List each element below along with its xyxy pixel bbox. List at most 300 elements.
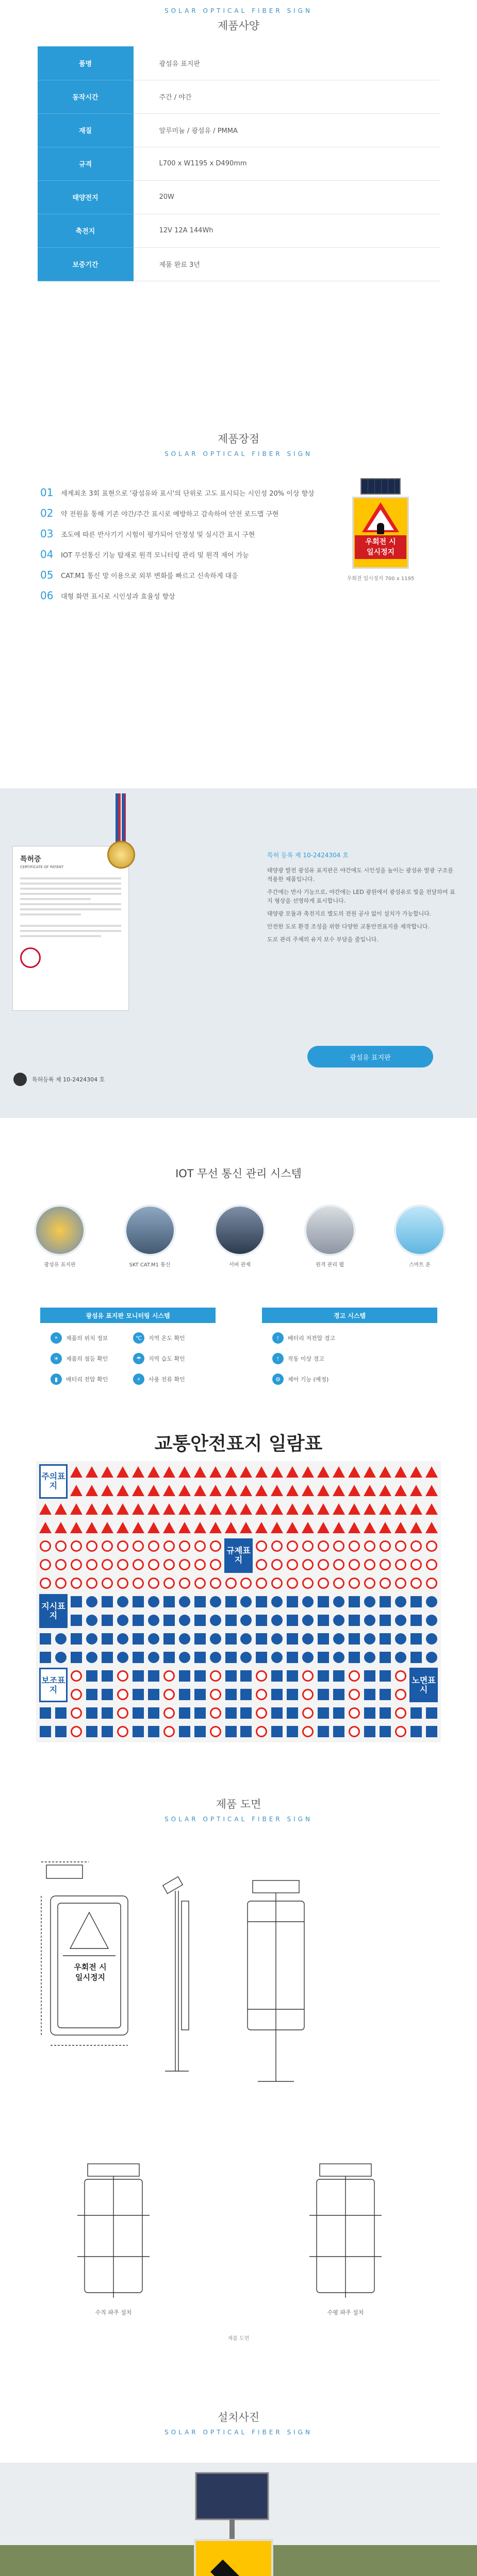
list-item [40, 544, 329, 565]
warning-sign-icon [255, 1522, 268, 1533]
traffic-sign-cell [224, 1686, 237, 1702]
traffic-sign-cell [209, 1501, 222, 1517]
traffic-sign-cell [117, 1520, 129, 1536]
traffic-sign-cell [39, 1631, 52, 1647]
feature-text: 약 전원을 통해 기존 야간/주간 표시로 예방하고 감속하여 안전 로드맵 구현 [61, 510, 279, 518]
regulatory-sign-icon [86, 1578, 97, 1589]
list-item [51, 1353, 123, 1364]
traffic-sign-cell [286, 1668, 299, 1684]
flow-node-label: 스마트 폰 [409, 1262, 431, 1268]
instruction-sign-icon [333, 1652, 344, 1663]
instruction-sign-icon [240, 1652, 252, 1663]
traffic-sign-cell [70, 1705, 83, 1721]
traffic-sign-cell [255, 1686, 268, 1702]
list-item [40, 482, 329, 503]
traffic-sign-cell [409, 1557, 422, 1573]
traffic-sign-cell [379, 1649, 391, 1665]
warning-sign-icon [225, 1503, 237, 1515]
warning-sign-icon [194, 1485, 206, 1496]
traffic-sign-cell [379, 1723, 391, 1739]
traffic-sign-cell [178, 1631, 191, 1647]
regulatory-sign-icon [380, 1540, 391, 1552]
traffic-sign-cell [55, 1520, 68, 1536]
traffic-sign-cell [178, 1668, 191, 1684]
regulatory-sign-icon [210, 1540, 221, 1552]
auxiliary-sign-icon [194, 1670, 206, 1682]
traffic-sign-cell [162, 1483, 175, 1499]
instruction-sign-icon [148, 1615, 159, 1626]
traffic-sign-cell [240, 1723, 253, 1739]
traffic-sign-cell [409, 1612, 422, 1628]
traffic-sign-cell [39, 1520, 52, 1536]
instruction-sign-icon [133, 1633, 144, 1645]
warning-sign-icon [364, 1522, 376, 1533]
spec-key: 품명 [38, 46, 134, 80]
technical-drawing [31, 1855, 446, 2324]
regulatory-sign-icon [133, 1578, 144, 1589]
auxiliary-sign-icon [210, 1670, 221, 1682]
traffic-sign-cell [224, 1594, 237, 1610]
traffic-sign-cell [240, 1668, 253, 1684]
auxiliary-sign-icon [395, 1689, 406, 1700]
traffic-sign-cell [271, 1501, 284, 1517]
instruction-sign-icon [333, 1596, 344, 1607]
traffic-sign-cell [271, 1631, 284, 1647]
traffic-sign-cell [425, 1501, 438, 1517]
regulatory-sign-icon [318, 1578, 329, 1589]
traffic-sign-cell [255, 1612, 268, 1628]
spec-value: 제품 완료 3년 [134, 247, 440, 281]
traffic-sign-cell [147, 1723, 160, 1739]
traffic-sign-cell [147, 1557, 160, 1573]
auxiliary-sign-icon [86, 1689, 97, 1700]
drawing-footer: 제품 도면 [227, 2336, 250, 2342]
traffic-sign-cell [333, 1686, 346, 1702]
auxiliary-sign-icon [426, 1707, 437, 1719]
traffic-sign-cell [147, 1631, 160, 1647]
regulatory-sign-icon [102, 1578, 113, 1589]
warning-sign-icon [240, 1522, 252, 1533]
warning-sign-icon [348, 1503, 360, 1515]
traffic-sign-cell [363, 1686, 376, 1702]
drawing-vertical-mount [88, 2164, 139, 2176]
traffic-sign-cell [86, 1557, 98, 1573]
flow-node [121, 1205, 179, 1266]
traffic-sign-cell [86, 1631, 98, 1647]
regulatory-sign-icon [117, 1559, 128, 1570]
warning-sign-icon [147, 1466, 160, 1478]
traffic-sign-cell [255, 1483, 268, 1499]
warning-sign-icon [302, 1466, 314, 1478]
traffic-sign-cell [394, 1686, 407, 1702]
auxiliary-sign-icon [179, 1707, 190, 1719]
traffic-sign-cell [255, 1594, 268, 1610]
instruction-sign-icon [179, 1633, 190, 1645]
auxiliary-sign-icon [194, 1707, 206, 1719]
warning-sign-icon [379, 1522, 391, 1533]
traffic-sign-cell [348, 1723, 360, 1739]
drawing-title-en: SOLAR OPTICAL FIBER SIGN [165, 1816, 312, 1823]
instruction-sign-icon [364, 1596, 375, 1607]
warning-sign-icon [410, 1503, 422, 1515]
regulatory-sign-icon [426, 1578, 437, 1589]
traffic-signs-grid [36, 1461, 441, 1742]
traffic-sign-cell [348, 1575, 360, 1591]
patent-product-button[interactable]: 광섬유 표지판 [307, 1046, 433, 1067]
warning-sign-icon [70, 1485, 83, 1496]
auxiliary-sign-icon [302, 1689, 314, 1700]
regulatory-sign-icon [364, 1578, 375, 1589]
flow-node [211, 1205, 269, 1266]
instruction-sign-icon [349, 1615, 360, 1626]
auxiliary-sign-icon [210, 1726, 221, 1737]
traffic-sign-cell [302, 1705, 315, 1721]
instruction-sign-icon [179, 1652, 190, 1663]
traffic-sign-cell [147, 1668, 160, 1684]
instruction-sign-icon [225, 1596, 237, 1607]
traffic-sign-cell [101, 1520, 114, 1536]
traffic-sign-cell [70, 1649, 83, 1665]
regulatory-sign-icon [163, 1578, 175, 1589]
instruction-sign-icon [210, 1633, 221, 1645]
instruction-sign-icon [225, 1615, 237, 1626]
traffic-sign-cell [271, 1649, 284, 1665]
monitor-item-label: 지역 습도 확인 [149, 1355, 185, 1362]
auxiliary-sign-icon [410, 1726, 422, 1737]
instruction-sign-icon [395, 1633, 406, 1645]
traffic-sign-cell [394, 1520, 407, 1536]
install-photo-chevron [0, 2463, 477, 2576]
warning-sign-icon [271, 1466, 283, 1478]
traffic-sign-cell [333, 1483, 346, 1499]
traffic-sign-cell [348, 1612, 360, 1628]
traffic-sign-cell [409, 1723, 422, 1739]
list-item [40, 503, 329, 523]
traffic-sign-cell [240, 1520, 253, 1536]
cert-title-en: CERTIFICATE OF PATENT [20, 865, 64, 869]
auxiliary-sign-icon [271, 1689, 283, 1700]
auxiliary-sign-icon [133, 1689, 144, 1700]
instruction-sign-icon [380, 1596, 391, 1607]
traffic-sign-cell [255, 1501, 268, 1517]
regulatory-sign-icon [40, 1578, 51, 1589]
warning-sign-icon [410, 1522, 422, 1533]
traffic-sign-cell [255, 1723, 268, 1739]
instruction-sign-icon [117, 1615, 128, 1626]
warning-sign-icon [240, 1503, 252, 1515]
traffic-sign-cell [333, 1538, 346, 1554]
traffic-sign-cell [286, 1464, 299, 1480]
warning-sign-icon [178, 1503, 191, 1515]
traffic-sign-cell [255, 1705, 268, 1721]
traffic-sign-cell [286, 1631, 299, 1647]
traffic-sign-cell [394, 1612, 407, 1628]
monitor-item-label: 제품의 위치 정보 [66, 1335, 108, 1342]
temperature-icon: ℃ [133, 1332, 144, 1344]
traffic-sign-cell [255, 1538, 268, 1554]
traffic-sign-cell [302, 1631, 315, 1647]
auxiliary-sign-icon [148, 1726, 159, 1737]
traffic-sign-cell [101, 1631, 114, 1647]
warning-sign-icon [132, 1485, 144, 1496]
warning-sign-icon [255, 1503, 268, 1515]
instruction-sign-icon [240, 1596, 252, 1607]
auxiliary-sign-icon [163, 1707, 175, 1719]
warning-sign-icon [271, 1485, 283, 1496]
warning-sign-icon [317, 1466, 330, 1478]
traffic-sign-cell [147, 1538, 160, 1554]
drawing-sign-top: 우회전 시 [74, 1962, 107, 1972]
traffic-sign-cell [317, 1464, 330, 1480]
regulatory-sign-icon [364, 1540, 375, 1552]
light-icon: ☀ [51, 1353, 62, 1364]
auxiliary-sign-icon [380, 1726, 391, 1737]
warning-sign-icon [333, 1466, 345, 1478]
warning-sign-icon [286, 1466, 299, 1478]
patent-icon [13, 1073, 27, 1086]
traffic-sign-cell [193, 1557, 206, 1573]
traffic-sign-cell [70, 1520, 83, 1536]
instruction-sign-icon [210, 1652, 221, 1663]
drawing-side-panel [163, 1877, 183, 1894]
warning-sign-icon [364, 1485, 376, 1496]
warning-sign-icon [333, 1522, 345, 1533]
instruction-sign-icon [102, 1652, 113, 1663]
spec-key: 보증기간 [38, 247, 134, 281]
cert-title: 특허증 [20, 855, 41, 863]
spec-value: 12V 12A 144Wh [134, 214, 440, 247]
list-item [272, 1332, 427, 1344]
warning-sign-icon [364, 1503, 376, 1515]
traffic-sign-cell [178, 1723, 191, 1739]
traffic-sign-cell [317, 1557, 330, 1573]
regulatory-sign-icon [148, 1559, 159, 1570]
error-warning-icon: ! [272, 1353, 284, 1364]
regulatory-sign-icon [426, 1540, 437, 1552]
regulatory-sign-icon [55, 1559, 67, 1570]
patent-heading: 특허 등록 제 10-2424304 호 [267, 852, 349, 859]
flow-node [31, 1205, 89, 1266]
auxiliary-sign-icon [148, 1689, 159, 1700]
traffic-sign-cell [117, 1649, 129, 1665]
traffic-sign-cell [193, 1723, 206, 1739]
auxiliary-sign-icon [380, 1689, 391, 1700]
traffic-sign-cell [302, 1557, 315, 1573]
monitor-item-label: 제품의 점등 확인 [66, 1355, 108, 1362]
sign-caption: 우회전 일시정지 700 x 1195 [347, 576, 415, 582]
table-row [38, 80, 440, 113]
traffic-sign-cell [86, 1520, 98, 1536]
traffic-sign-cell [209, 1686, 222, 1702]
traffic-sign-cell [178, 1594, 191, 1610]
traffic-sign-cell [271, 1705, 284, 1721]
instruction-sign-icon [133, 1615, 144, 1626]
instruction-sign-icon [287, 1652, 298, 1663]
traffic-sign-cell [162, 1686, 175, 1702]
traffic-sign-cell [86, 1723, 98, 1739]
instruction-sign-icon [40, 1633, 51, 1645]
features-title-ko: 제품장점 [217, 433, 260, 445]
traffic-sign-cell [70, 1501, 83, 1517]
traffic-sign-cell [147, 1575, 160, 1591]
auxiliary-sign-icon [318, 1670, 329, 1682]
warning-sign-icon [55, 1522, 67, 1533]
instruction-sign-icon [302, 1596, 314, 1607]
warning-sign-icon [209, 1503, 222, 1515]
traffic-sign-cell [379, 1594, 391, 1610]
traffic-sign-cell [286, 1483, 299, 1499]
traffic-sign-cell [286, 1723, 299, 1739]
table-row [38, 113, 440, 147]
instruction-sign-icon [163, 1652, 175, 1663]
traffic-sign-cell [162, 1668, 175, 1684]
spec-value: 주간 / 야간 [134, 80, 440, 113]
table-row [38, 147, 440, 180]
spec-value: L700 x W1195 x D490mm [134, 147, 440, 180]
traffic-sign-cell [317, 1686, 330, 1702]
regulatory-sign-icon [395, 1578, 406, 1589]
traffic-sign-cell [409, 1520, 422, 1536]
warning-sign-icon [70, 1522, 83, 1533]
traffic-sign-cell [132, 1575, 145, 1591]
feature-text: CAT.M1 통신 망 이용으로 외부 변화를 빠르고 신속하게 대응 [61, 572, 238, 580]
regulatory-sign-icon [333, 1559, 344, 1570]
patent-paragraph: 도로 관리 주체의 유지 보수 부담을 줄입니다. [267, 936, 379, 943]
auxiliary-sign-icon [179, 1670, 190, 1682]
auxiliary-sign-icon [364, 1670, 375, 1682]
warning-title: 경고 시스템 [262, 1308, 437, 1323]
product-sign-image [344, 478, 417, 582]
traffic-sign-cell [132, 1501, 145, 1517]
auxiliary-sign-icon [102, 1670, 113, 1682]
traffic-sign-cell [193, 1649, 206, 1665]
table-row [38, 46, 440, 80]
warning-sign-icon [132, 1466, 144, 1478]
auxiliary-sign-icon [380, 1670, 391, 1682]
warning-sign-icon [333, 1485, 345, 1496]
warning-sign-icon [117, 1503, 129, 1515]
warning-sign-icon [178, 1522, 191, 1533]
traffic-sign-cell [101, 1557, 114, 1573]
warning-item-label: 작동 이상 경고 [288, 1355, 324, 1362]
traffic-sign-cell [70, 1557, 83, 1573]
instruction-sign-icon [333, 1615, 344, 1626]
auxiliary-sign-icon [287, 1726, 298, 1737]
traffic-sign-cell [255, 1464, 268, 1480]
instruction-sign-icon [71, 1633, 82, 1645]
traffic-sign-cell [39, 1557, 52, 1573]
spec-table [38, 46, 440, 281]
spec-key: 규격 [38, 147, 134, 180]
warning-sign-icon [379, 1503, 391, 1515]
traffic-sign-cell [224, 1575, 237, 1591]
traffic-sign-cell [333, 1649, 346, 1665]
traffic-category-label: 보조표지 [39, 1668, 68, 1702]
instruction-sign-icon [71, 1596, 82, 1607]
traffic-sign-cell [101, 1705, 114, 1721]
traffic-sign-cell [162, 1631, 175, 1647]
regulatory-sign-icon [148, 1578, 159, 1589]
traffic-sign-cell [178, 1575, 191, 1591]
regulatory-sign-icon [55, 1578, 67, 1589]
instruction-sign-icon [86, 1633, 97, 1645]
traffic-sign-cell [117, 1723, 129, 1739]
traffic-sign-cell [193, 1612, 206, 1628]
traffic-sign-cell [333, 1575, 346, 1591]
traffic-sign-cell [224, 1668, 237, 1684]
regulatory-sign-icon [302, 1559, 314, 1570]
flow-node-label: 광섬유 표지판 [44, 1262, 76, 1268]
regulatory-sign-icon [287, 1578, 298, 1589]
traffic-sign-cell [39, 1538, 52, 1554]
warning-sign-icon [194, 1503, 206, 1515]
regulatory-sign-icon [194, 1578, 206, 1589]
traffic-sign-cell [193, 1464, 206, 1480]
traffic-sign-cell [101, 1575, 114, 1591]
traffic-sign-cell [86, 1483, 98, 1499]
auxiliary-sign-icon [194, 1726, 206, 1737]
traffic-sign-cell [55, 1501, 68, 1517]
list-item [40, 585, 329, 606]
auxiliary-sign-icon [225, 1707, 237, 1719]
auxiliary-sign-icon [71, 1726, 82, 1737]
warning-sign-icon [379, 1485, 391, 1496]
traffic-sign-cell [162, 1723, 175, 1739]
warning-sign-icon [70, 1503, 83, 1515]
traffic-sign-cell [132, 1649, 145, 1665]
traffic-sign-cell [363, 1483, 376, 1499]
regulatory-sign-icon [318, 1559, 329, 1570]
regulatory-sign-icon [55, 1540, 67, 1552]
drawing-area [31, 1855, 446, 2324]
warning-sign-icon [163, 1522, 175, 1533]
traffic-sign-cell [178, 1538, 191, 1554]
warning-sign-icon [240, 1466, 252, 1478]
feature-number: 05 [40, 569, 54, 581]
table-row [38, 214, 440, 247]
traffic-sign-cell [394, 1723, 407, 1739]
feature-number: 04 [40, 548, 54, 561]
traffic-sign-cell [86, 1575, 98, 1591]
traffic-sign-cell [178, 1483, 191, 1499]
traffic-sign-cell [162, 1575, 175, 1591]
regulatory-sign-icon [86, 1540, 97, 1552]
traffic-sign-cell [271, 1594, 284, 1610]
traffic-sign-cell [409, 1464, 422, 1480]
instruction-sign-icon [194, 1596, 206, 1607]
flow-node-label: 서버 관제 [229, 1262, 251, 1268]
warning-sign-icon [410, 1485, 422, 1496]
traffic-sign-cell [162, 1612, 175, 1628]
traffic-sign-cell [224, 1612, 237, 1628]
auxiliary-sign-icon [40, 1707, 51, 1719]
instruction-sign-icon [210, 1615, 221, 1626]
regulatory-sign-icon [287, 1540, 298, 1552]
traffic-sign-cell [317, 1668, 330, 1684]
warning-sign-icon [317, 1503, 330, 1515]
traffic-sign-cell [117, 1575, 129, 1591]
traffic-sign-cell [162, 1501, 175, 1517]
auxiliary-sign-icon [302, 1707, 314, 1719]
instruction-sign-icon [256, 1652, 267, 1663]
regulatory-sign-icon [194, 1559, 206, 1570]
instruction-sign-icon [148, 1596, 159, 1607]
traffic-sign-cell [132, 1705, 145, 1721]
auxiliary-sign-icon [102, 1707, 113, 1719]
traffic-sign-cell [55, 1705, 68, 1721]
feature-text: 대형 화면 표시로 시인성과 효율성 향상 [61, 592, 175, 601]
traffic-sign-cell [147, 1649, 160, 1665]
